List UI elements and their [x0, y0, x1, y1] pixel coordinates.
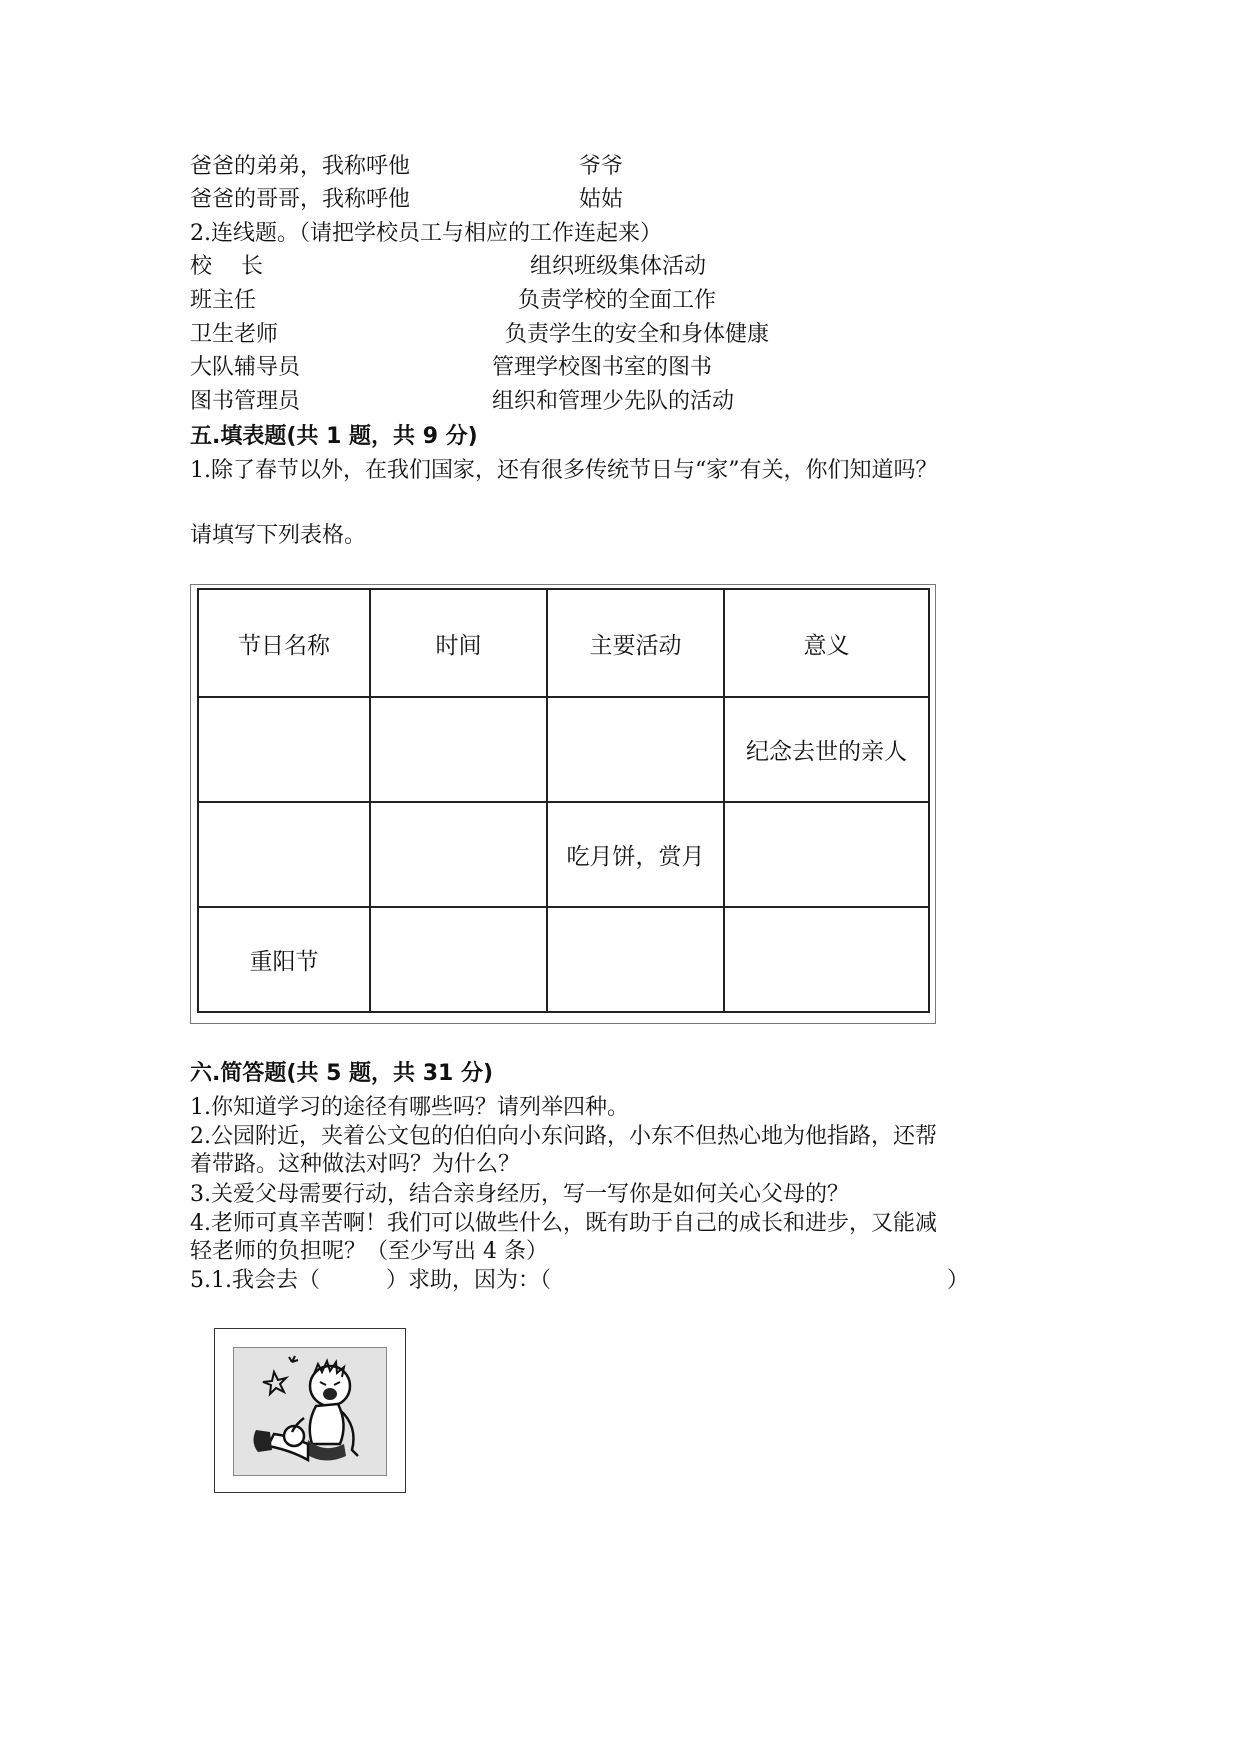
festival-table: [197, 588, 930, 1013]
table-header-cell: 节日名称: [198, 589, 370, 697]
table-cell[interactable]: [547, 697, 724, 802]
table-cell[interactable]: [198, 802, 370, 907]
table-cell[interactable]: [370, 907, 547, 1012]
section-5-heading: 五.填表题(共 1 题，共 9 分): [190, 424, 478, 449]
relation-line-2-right: 姑姑: [579, 187, 624, 212]
section-6-line-6: 轻老师的负担呢？（至少写出 4 条）: [190, 1239, 548, 1264]
table-cell[interactable]: [198, 697, 370, 802]
table-cell[interactable]: [547, 907, 724, 1012]
matching-left-5: 图书管理员: [190, 389, 301, 414]
section-6-line-2: 2.公园附近，夹着公文包的伯伯向小东问路，小东不但热心地为他指路，还帮: [190, 1124, 937, 1149]
table-header-cell: 时间: [370, 589, 547, 697]
section-6-line-3: 着带路。这种做法对吗？为什么？: [190, 1152, 521, 1177]
table-header-row: [198, 589, 929, 697]
matching-right-5: 组织和管理少先队的活动: [492, 389, 735, 414]
matching-right-2: 负责学校的全面工作: [518, 288, 717, 313]
table-header-cell: 主要活动: [547, 589, 724, 697]
relation-line-1-right: 爷爷: [579, 154, 624, 179]
matching-left-3: 卫生老师: [190, 322, 279, 347]
section-6-line-5: 4.老师可真辛苦啊！我们可以做些什么，既有助于自己的成长和进步，又能减: [190, 1211, 937, 1236]
section-6-line-7: 5.1.我会去（ ）求助，因为：（ ）: [190, 1268, 969, 1293]
matching-right-1: 组织班级集体活动: [530, 254, 707, 279]
table-cell[interactable]: [370, 802, 547, 907]
table-row: [198, 907, 929, 1012]
matching-left-4: 大队辅导员: [190, 355, 301, 380]
section-6-line-4: 3.关爱父母需要行动，结合亲身经历，写一写你是如何关心父母的？: [190, 1182, 849, 1207]
table-header-cell: 意义: [724, 589, 929, 697]
section-5-question: 1.除了春节以外，在我们国家，还有很多传统节日与“家”有关，你们知道吗？: [190, 458, 938, 483]
illustration-frame: [214, 1328, 406, 1493]
matching-left-2: 班主任: [190, 288, 257, 313]
section-6-heading: 六.简答题(共 5 题，共 31 分): [190, 1061, 494, 1086]
table-cell[interactable]: [724, 802, 929, 907]
table-cell: 纪念去世的亲人: [724, 697, 929, 802]
table-row: [198, 697, 929, 802]
table-cell[interactable]: [724, 907, 929, 1012]
relation-line-1-left: 爸爸的弟弟，我称呼他: [190, 154, 411, 179]
matching-right-3: 负责学生的安全和身体健康: [505, 322, 770, 347]
matching-left-1: 校 长: [190, 254, 263, 279]
matching-question-title: 2.连线题。（请把学校员工与相应的工作连起来）: [190, 221, 662, 246]
matching-right-4: 管理学校图书室的图书: [492, 355, 713, 380]
injured-child-crying-icon: [234, 1348, 386, 1475]
section-5-instruction: 请填写下列表格。: [190, 523, 367, 548]
relation-line-2-left: 爸爸的哥哥，我称呼他: [190, 187, 411, 212]
table-cell: 吃月饼，赏月: [547, 802, 724, 907]
table-row: [198, 802, 929, 907]
table-cell: 重阳节: [198, 907, 370, 1012]
illustration-background: [233, 1347, 387, 1476]
section-6-line-1: 1.你知道学习的途径有哪些吗？请列举四种。: [190, 1095, 629, 1120]
table-cell[interactable]: [370, 697, 547, 802]
